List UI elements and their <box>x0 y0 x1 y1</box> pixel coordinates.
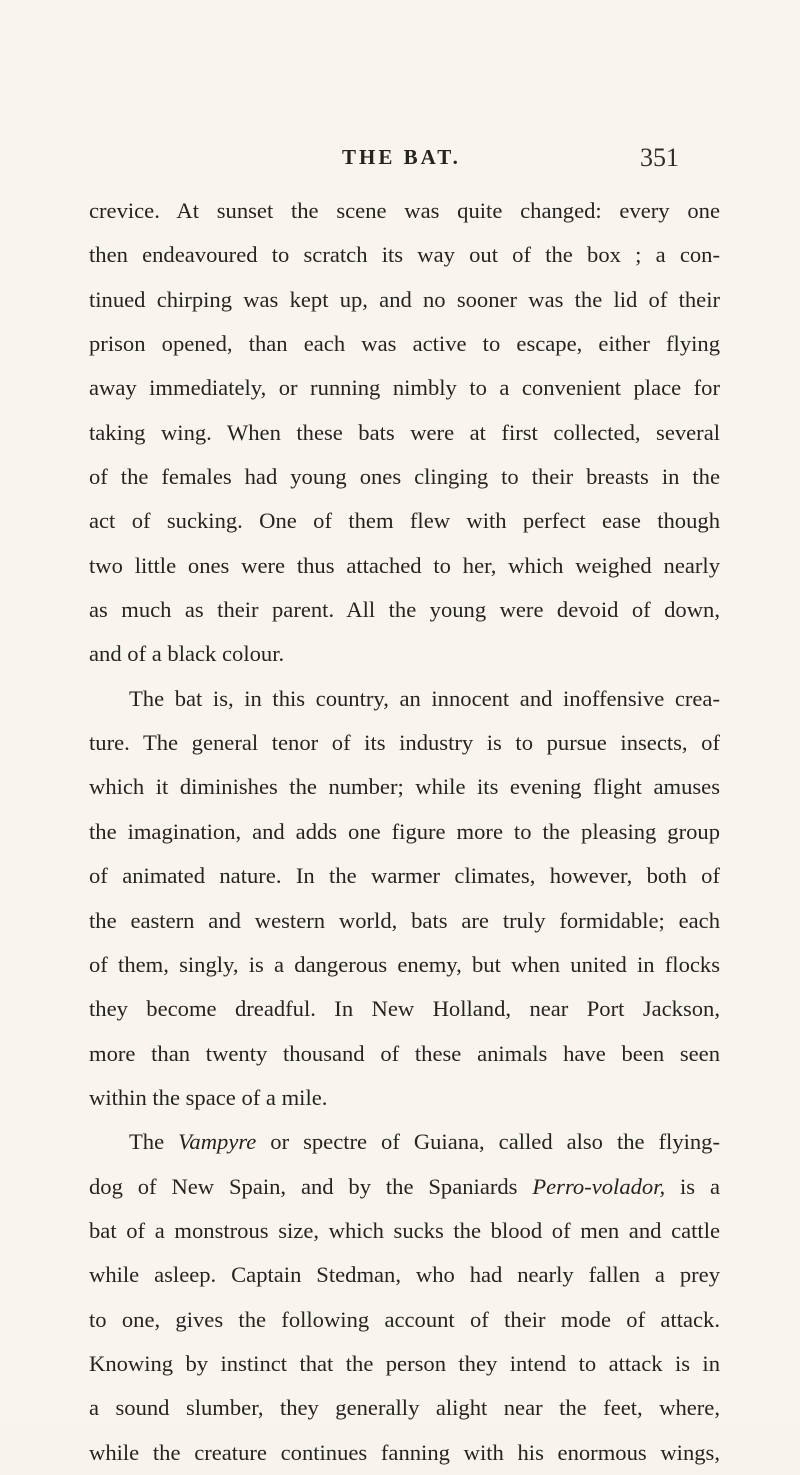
text-line: taking wing. When these bats were at first collected, several <box>89 419 720 445</box>
text-line: prison opened, than each was active to escape, either flying <box>89 331 720 357</box>
text-line: a sound slumber, they generally alight near the feet, where, <box>89 1395 720 1421</box>
text-line: more than twenty thousand of these animals have been seen <box>89 1040 720 1066</box>
text-line: to one, gives the following account of their mode of attack. <box>89 1306 720 1332</box>
text-segment: is a <box>665 1173 720 1199</box>
page-number: 351 <box>640 143 679 172</box>
text-line: away immediately, or running nimbly to a convenient place for <box>89 375 720 401</box>
text-line: they become dreadful. In New Holland, near Port Jackson, <box>89 996 720 1022</box>
text-line: tinued chirping was kept up, and no sooner was the lid of their <box>89 286 720 312</box>
text-line: act of sucking. One of them flew with perfect ease though <box>89 508 720 534</box>
text-line: while asleep. Captain Stedman, who had nearly fallen a prey <box>89 1262 720 1288</box>
text-segment: dog of New Spain, and by the Spaniards <box>89 1173 533 1199</box>
text-line: of them, singly, is a dangerous enemy, but when united in flocks <box>89 951 720 977</box>
text-line: ture. The general tenor of its industry is to pursue insects, of <box>89 730 720 756</box>
text-segment: The <box>129 1129 179 1155</box>
text-line: crevice. At sunset the scene was quite changed: every one <box>89 198 720 223</box>
text-line: bat of a monstrous size, which sucks the blood of men and cattle <box>89 1217 720 1243</box>
text-line: the imagination, and adds one figure more to the pleasing group <box>89 818 720 844</box>
text-line: and of a black colour. <box>89 641 285 667</box>
chapter-title: THE BAT. <box>342 145 461 169</box>
text-line: which it diminishes the number; while its evening flight amuses <box>89 774 720 800</box>
text-line: as much as their parent. All the young were devoid of down, <box>89 597 720 623</box>
text-line: Knowing by instinct that the person they intend to attack is in <box>89 1350 720 1376</box>
italic-term: Perro-volador, <box>532 1173 666 1199</box>
text-line: The bat is, in this country, an innocent and inoffensive crea- <box>129 685 720 711</box>
text-line: of the females had young ones clinging to their breasts in the <box>89 464 720 490</box>
body-text <box>89 189 720 1475</box>
text-line: two little ones were thus attached to her, which weighed nearly <box>89 552 720 578</box>
text-line <box>89 1120 720 1164</box>
italic-term: Vampyre <box>178 1129 257 1155</box>
running-head <box>0 143 800 183</box>
text-line: while the creature continues fanning with his enormous wings, <box>89 1439 720 1465</box>
text-line: the eastern and western world, bats are truly formidable; each <box>89 907 720 933</box>
text-segment: or spectre of Guiana, called also the flying- <box>256 1129 720 1155</box>
text-line: then endeavoured to scratch its way out of the box ; a con- <box>89 242 720 268</box>
text-line: of animated nature. In the warmer climates, however, both of <box>89 863 720 889</box>
text-line <box>89 1165 720 1209</box>
text-line: within the space of a mile. <box>89 1084 328 1110</box>
